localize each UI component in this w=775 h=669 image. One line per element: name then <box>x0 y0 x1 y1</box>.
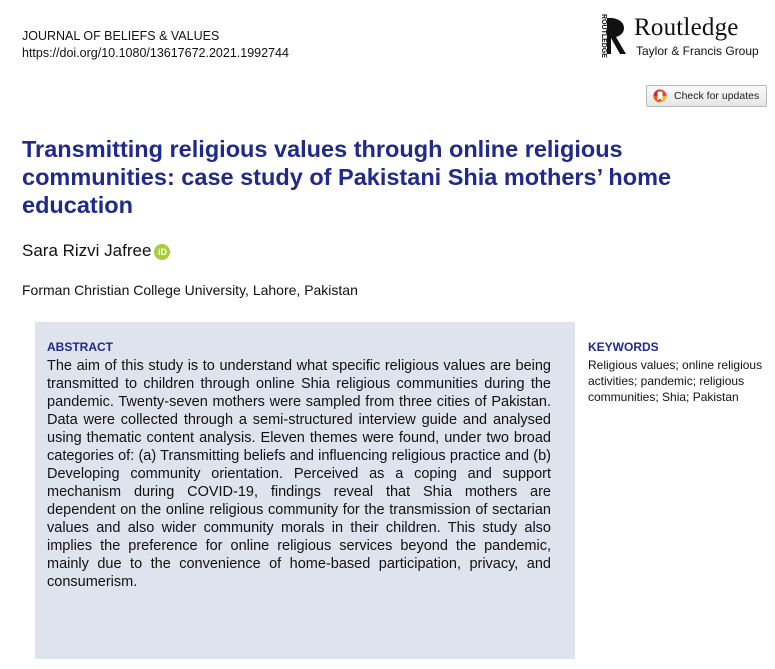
publisher-name: Routledge <box>634 14 739 41</box>
doi-link[interactable]: https://doi.org/10.1080/13617672.2021.1992744 <box>22 46 289 60</box>
affiliation: Forman Christian College University, Lahore, Pakistan <box>22 282 358 298</box>
journal-name: JOURNAL OF BELIEFS & VALUES <box>22 29 220 43</box>
routledge-logo-icon <box>596 14 630 58</box>
publisher-group: Taylor & Francis Group <box>636 44 759 58</box>
crossmark-icon <box>652 88 668 104</box>
check-for-updates-label: Check for updates <box>674 90 760 102</box>
author-line <box>22 240 170 262</box>
svg-text:ROUTLEDGE: ROUTLEDGE <box>600 14 607 58</box>
abstract-heading: ABSTRACT <box>47 340 113 354</box>
keywords-heading: KEYWORDS <box>588 340 659 354</box>
abstract-text: The aim of this study is to understand what specific religious values are being transmitted to children through online Shia religious communities during the pandemic. Twenty-seven mothers were sampled from three cities of Pakistan. Data were collected through a semi-structured interview guide and analysed using thematic content analysis. Eleven themes were found, under two broad categories of: (a) Transmitting beliefs and influencing religious practice and (b) Developing community orientation. Perceived as a coping and support mechanism during COVID-19, findings reveal that Shia mothers are dependent on the online religious community for the transmission of sectarian values and also wider community morals in their children. This study also implies the preference for online religious services beyond the pandemic, mainly due to the convenience of home-based participation, privacy, and consumerism. <box>47 358 551 590</box>
abstract-panel <box>35 322 575 659</box>
publisher-logo <box>596 14 768 60</box>
check-for-updates-button[interactable] <box>646 85 767 107</box>
orcid-icon[interactable]: iD <box>154 244 170 260</box>
article-title: Transmitting religious values through online religious communities: case study of Pakistani Shia mothers’ home education <box>22 136 672 218</box>
author-name[interactable]: Sara Rizvi Jafree <box>22 241 152 260</box>
keywords-text: Religious values; online religious activities; pandemic; religious communities; Shia; Pakistan <box>588 358 763 404</box>
